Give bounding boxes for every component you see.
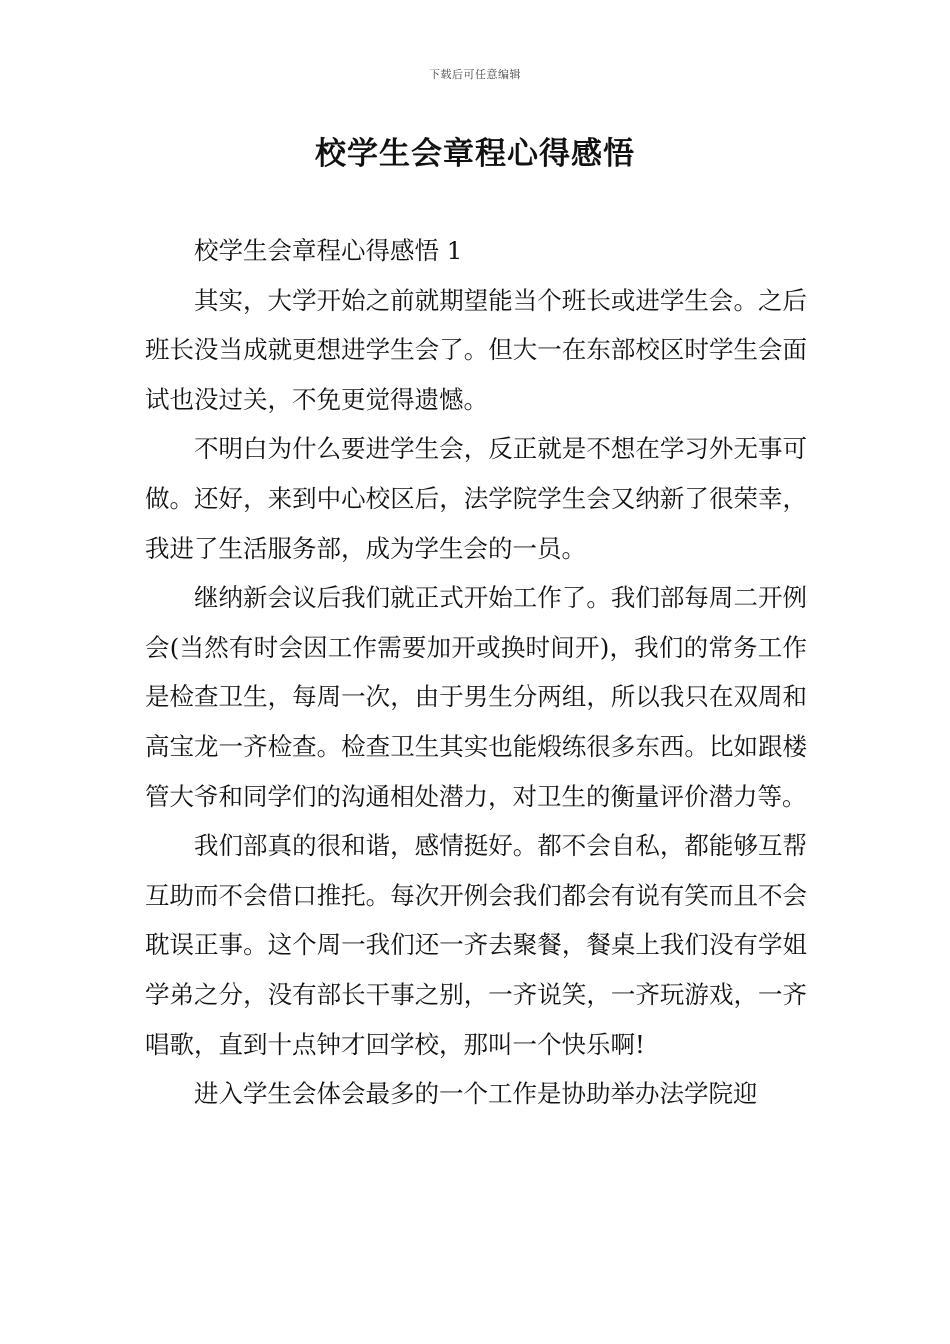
paragraph: 其实，大学开始之前就期望能当个班长或进学生会。之后班长没当成就更想进学生会了。但大一在东部校区时学生会面试也没过关，不免更觉得遗憾。 [145, 285, 807, 414]
paragraph: 不明白为什么要进学生会，反正就是不想在学习外无事可做。还好，来到中心校区后，法学院学生会又纳新了很荣幸，我进了生活服务部，成为学生会的一员。 [145, 434, 807, 563]
header-note: 下载后可任意编辑 [429, 68, 521, 81]
document-title: 校学生会章程心得感悟 [315, 136, 635, 172]
section-heading: 校学生会章程心得感悟 1 [194, 236, 463, 265]
document-body [145, 226, 807, 1119]
paragraph: 继纳新会议后我们就正式开始工作了。我们部每周二开例会(当然有时会因工作需要加开或换时间开)，我们的常务工作是检查卫生，每周一次，由于男生分两组，所以我只在双周和高宝龙一齐检查。检查卫生其实也能煅练很多东西。比如跟楼管大爷和同学们的沟通相处潜力，对卫生的衡量评价潜力等。 [145, 583, 807, 811]
paragraph: 我们部真的很和谐，感情挺好。都不会自私，都能够互帮互助而不会借口推托。每次开例会我们都会有说有笑而且不会耽误正事。这个周一我们还一齐去聚餐，餐桌上我们没有学姐学弟之分，没有部长干事之别，一齐说笑，一齐玩游戏，一齐唱歌，直到十点钟才回学校，那叫一个快乐啊! [145, 831, 807, 1059]
paragraph: 进入学生会体会最多的一个工作是协助举办法学院迎 [194, 1079, 758, 1109]
